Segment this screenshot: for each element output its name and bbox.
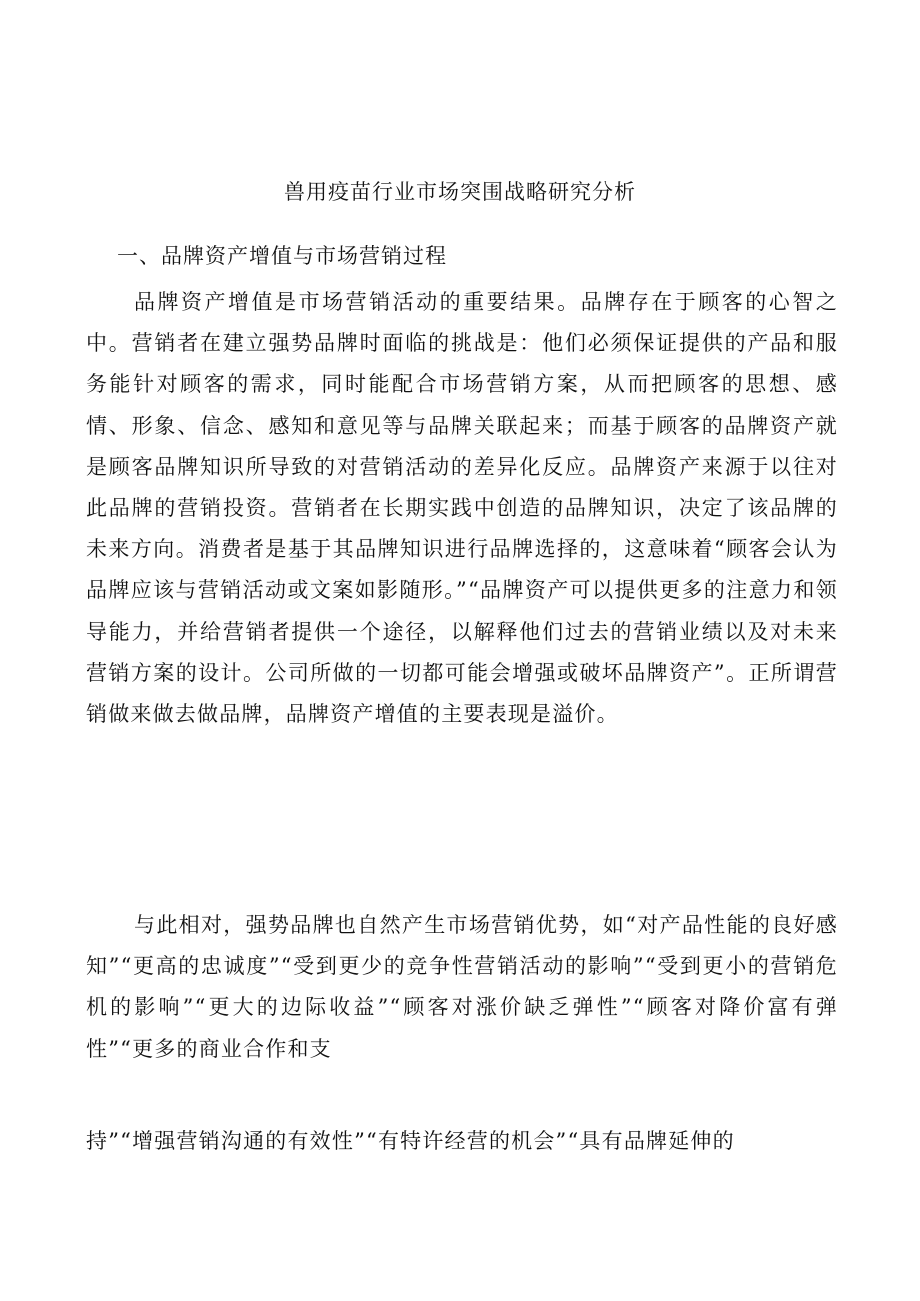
body-paragraph: 品牌资产增值是市场营销活动的重要结果。品牌存在于顾客的心智之中。营销者在建立强势品牌时面临的挑战是：他们必须保证提供的产品和服务能针对顾客的需求，同时能配合市场营销方案，从而把顾客的思想、感情、形象、信念、感知和意见等与品牌关联起来；而基于顾客的品牌资产就是顾客品牌知识所导致的对营销活动的差异化反应。品牌资产来源于以往对此品牌的营销投资。营销者在长期实践中创造的品牌知识，决定了该品牌的未来方向。消费者是基于其品牌知识进行品牌选择的，这意味着“顾客会认为品牌应该与营销活动或文案如影随形。”“品牌资产可以提供更多的注意力和领导能力，并给营销者提供一个途径，以解释他们过去的营销业绩以及对未来营销方案的设计。公司所做的一切都可能会增强或破坏品牌资产”。正所谓营销做来做去做品牌，品牌资产增值的主要表现是溢价。 xyxy=(86,290,838,727)
body-paragraph-continuation: 持”“增强营销沟通的有效性”“有特许经营的机会”“具有品牌延伸的 xyxy=(86,1129,735,1153)
section-heading: 一、品牌资产增值与市场营销过程 xyxy=(117,244,447,268)
body-paragraph: 与此相对，强势品牌也自然产生市场营销优势，如“对产品性能的良好感知”“更高的忠诚度”“受到更少的竞争性营销活动的影响”“受到更小的营销危机的影响”“更大的边际收益”“顾客对涨价缺乏弹性”“顾客对降价富有弹性”“更多的商业合作和支 xyxy=(86,913,838,1061)
document-title: 兽用疫苗行业市场突围战略研究分析 xyxy=(284,180,636,204)
